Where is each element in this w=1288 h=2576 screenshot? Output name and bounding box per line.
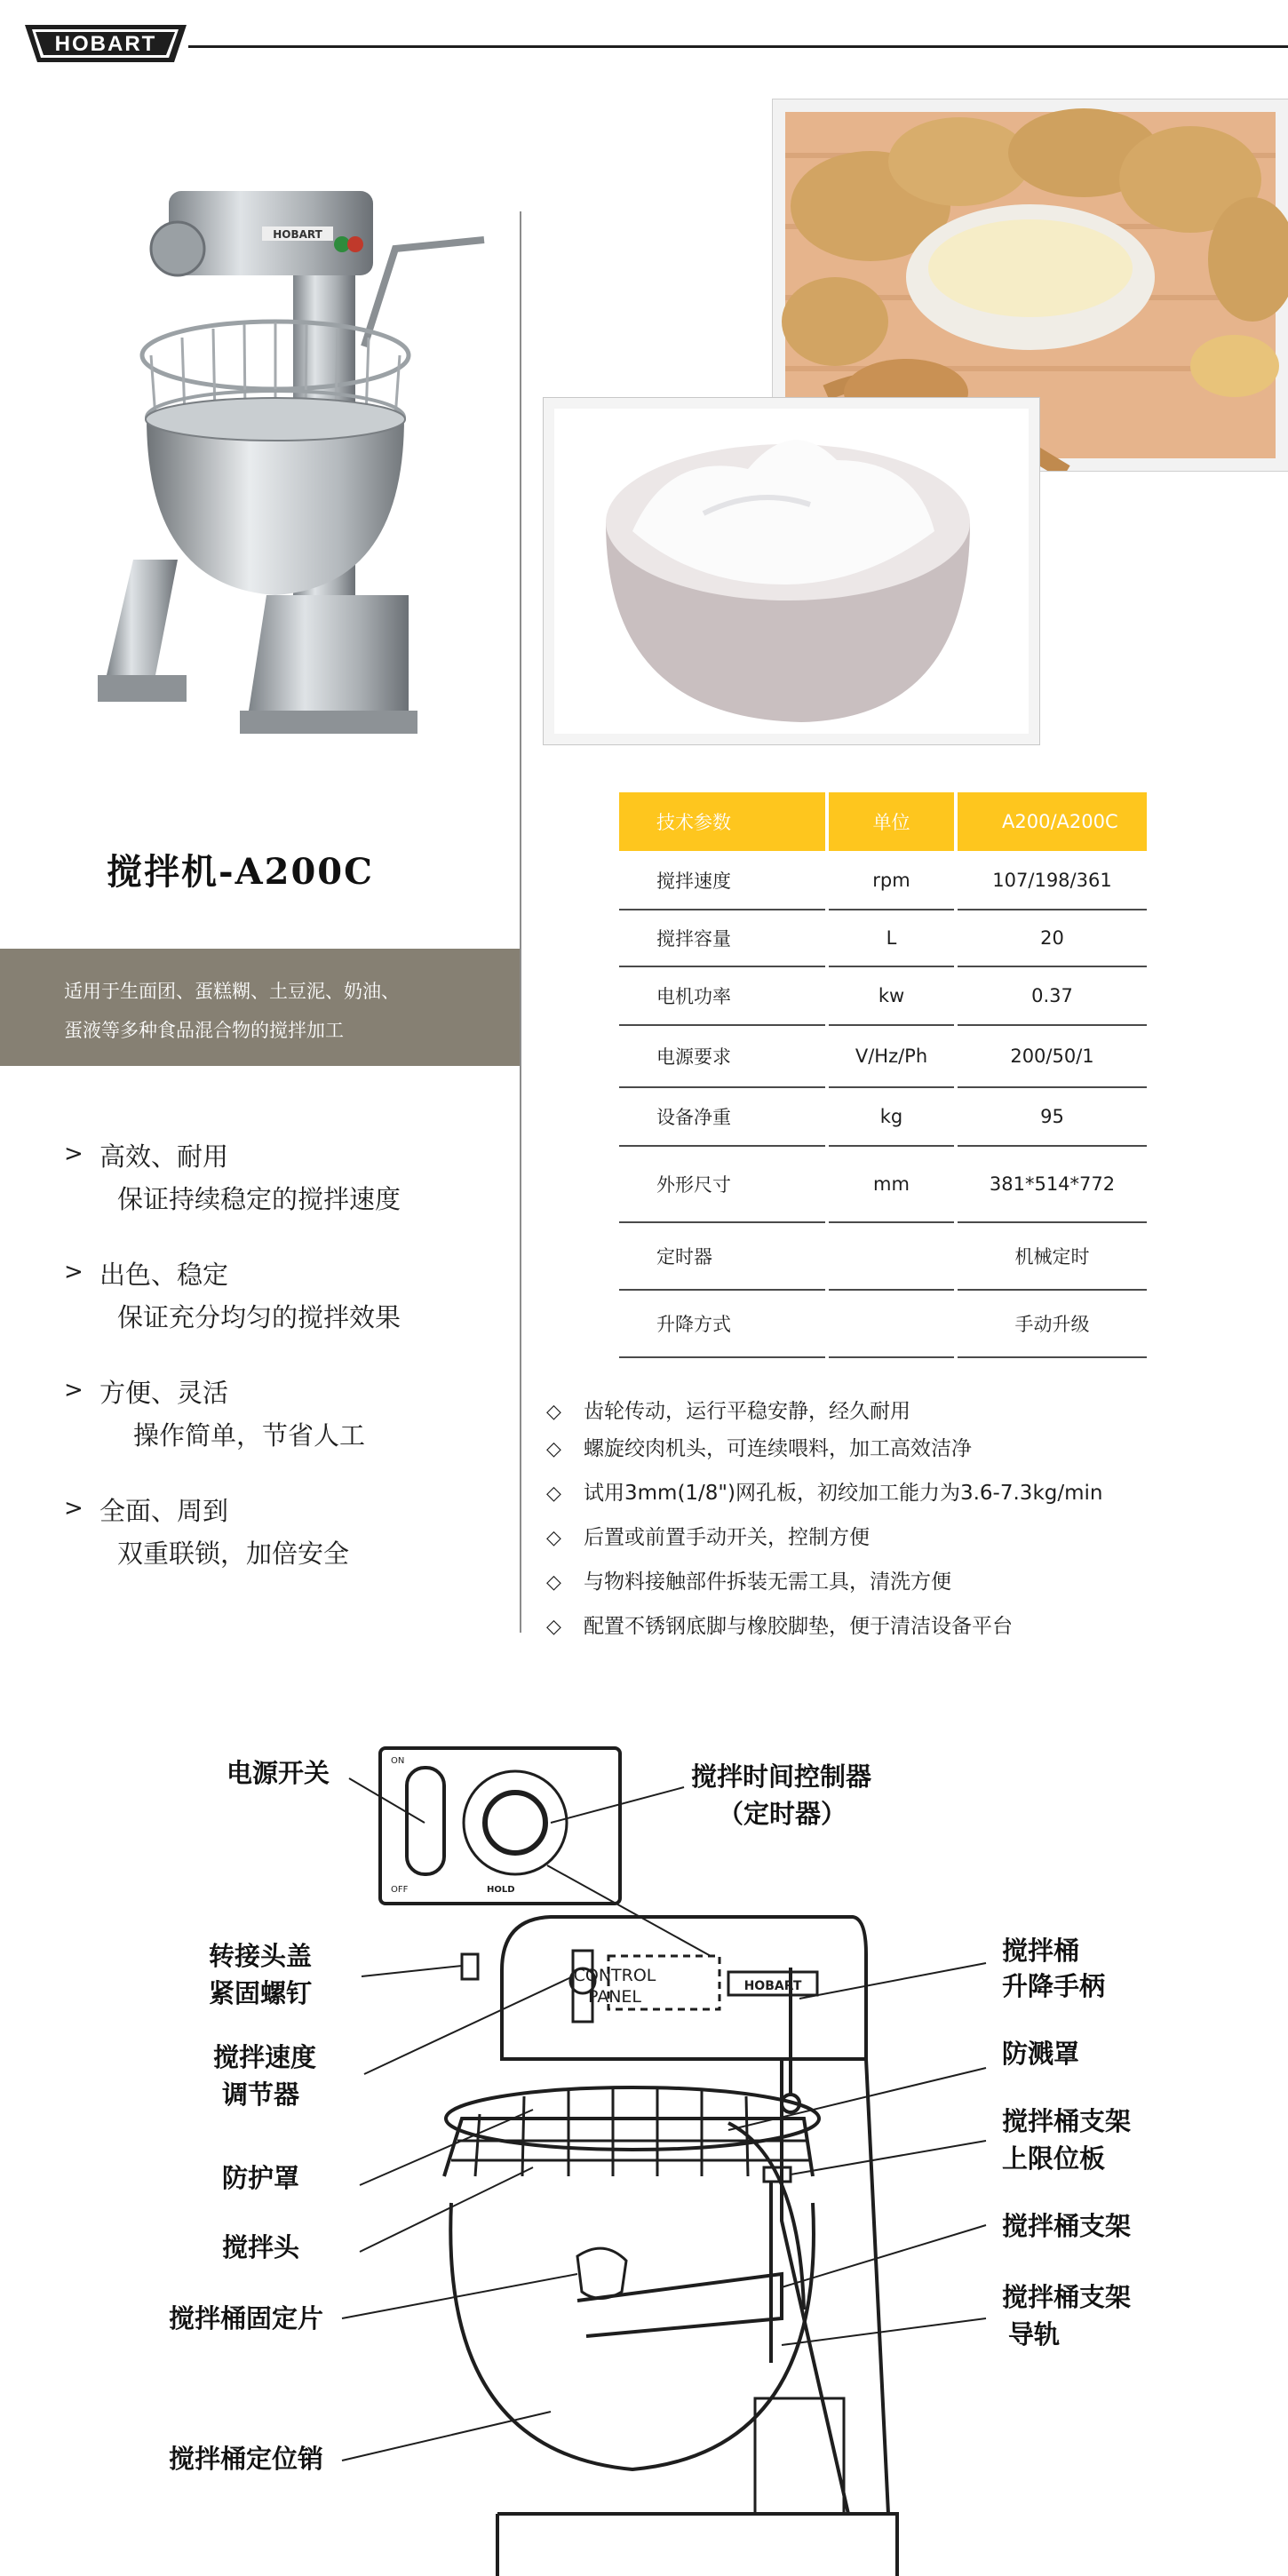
spec-row [619, 966, 1147, 1025]
spec-cell: 107/198/361 [956, 851, 1147, 910]
diamond-icon: ◇ [546, 1616, 561, 1638]
chevron-right-icon: > [64, 1495, 83, 1522]
callout-timer: 搅拌时间控制器 [691, 1761, 872, 1792]
bullet-item [546, 1565, 951, 1594]
feature-title: 高效、耐用 [99, 1141, 229, 1172]
bullet-item [546, 1432, 972, 1461]
bullet-item [546, 1395, 910, 1424]
bullet-item [546, 1610, 1013, 1639]
callout-timer: （定时器） [718, 1799, 847, 1829]
bullet-text: 配置不锈钢底脚与橡胶脚垫，便于清洁设备平台 [584, 1615, 1013, 1638]
diamond-icon: ◇ [546, 1483, 561, 1505]
spec-row [619, 1290, 1147, 1357]
spec-cell: 升降方式 [619, 1290, 827, 1357]
callout-bowl-support: 搅拌桶支架 [1002, 2211, 1132, 2241]
spec-cell [827, 1222, 956, 1290]
hobart-logo [23, 21, 188, 66]
spec-cell: rpm [827, 851, 956, 910]
spec-header-cell: 技术参数 [619, 792, 827, 851]
spec-row [619, 1146, 1147, 1222]
callout-upper-limit: 搅拌桶支架 [1002, 2106, 1132, 2136]
callout-power-switch: 电源开关 [227, 1758, 330, 1788]
spec-cell: 设备净重 [619, 1087, 827, 1146]
callout-support-rail: 导轨 [1008, 2319, 1061, 2349]
callout-guard: 防护罩 [222, 2163, 300, 2193]
spec-cell: L [827, 910, 956, 966]
callout-fixing-screw: 紧固螺钉 [209, 1978, 313, 2008]
feature-subtitle: 保证持续稳定的搅拌速度 [117, 1184, 402, 1214]
callout-support-rail: 搅拌桶支架 [1002, 2282, 1132, 2312]
callout-bowl-lift: 搅拌桶 [1002, 1936, 1080, 1966]
spec-cell: 外形尺寸 [619, 1146, 827, 1222]
chevron-right-icon: > [64, 1259, 83, 1285]
diamond-icon: ◇ [546, 1527, 561, 1549]
spec-table [619, 792, 1147, 1358]
spec-row [619, 851, 1147, 910]
spec-cell: 20 [956, 910, 1147, 966]
spec-row [619, 910, 1147, 966]
spec-cell: 手动升级 [956, 1290, 1147, 1357]
spec-cell: mm [827, 1146, 956, 1222]
spec-cell: 定时器 [619, 1222, 827, 1290]
parts-diagram [0, 1688, 1288, 2576]
panel-text: PANEL [587, 1987, 642, 2007]
feature-title: 全面、周到 [99, 1496, 229, 1526]
spec-row [619, 1025, 1147, 1087]
spec-cell: V/Hz/Ph [827, 1025, 956, 1087]
chevron-right-icon: > [64, 1141, 83, 1167]
svg-text:HOBART: HOBART [273, 228, 322, 241]
bullet-text: 后置或前置手动开关，控制方便 [584, 1526, 870, 1549]
feature-subtitle: 双重联锁，加倍安全 [117, 1538, 350, 1569]
application-line: 适用于生面团、蛋糕糊、土豆泥、奶油、 [64, 981, 400, 1002]
bullet-text: 齿轮传动，运行平稳安静，经久耐用 [584, 1400, 910, 1423]
spec-cell: kg [827, 1087, 956, 1146]
header-rule [188, 45, 1288, 48]
bullet-text: 螺旋绞肉机头，可连续喂料，加工高效洁净 [584, 1437, 972, 1460]
switch-label: ON [391, 1756, 405, 1766]
panel-text: CONTROL [573, 1966, 656, 1985]
spec-cell: kw [827, 966, 956, 1025]
spec-header-row [619, 792, 1147, 851]
application-line: 蛋液等多种食品混合物的搅拌加工 [64, 1020, 344, 1041]
whipped-cream-photo [544, 398, 1039, 744]
spec-cell: 搅拌容量 [619, 910, 827, 966]
callout-speed-adjuster: 搅拌速度 [213, 2042, 317, 2072]
switch-label: OFF [391, 1885, 409, 1895]
callout-splash-guard: 防溅罩 [1002, 2039, 1080, 2069]
bullet-text: 试用3mm(1/8")网孔板，初绞加工能力为3.6-7.3kg/min [584, 1482, 1103, 1505]
bullet-item [546, 1476, 1102, 1506]
product-title: 搅拌机-A200C [107, 851, 374, 893]
vertical-divider [520, 211, 521, 1633]
feature-subtitle: 保证充分均匀的搅拌效果 [117, 1302, 402, 1332]
callout-bowl-clamp: 搅拌桶固定片 [169, 2303, 324, 2334]
bullet-text: 与物料接触部件拆装无需工具，清洗方便 [584, 1570, 951, 1594]
feature-subtitle: 操作简单，节省人工 [133, 1420, 366, 1451]
spec-cell: 机械定时 [956, 1222, 1147, 1290]
diamond-icon: ◇ [546, 1571, 561, 1594]
callout-adapter-cover: 转接头盖 [209, 1941, 313, 1971]
callout-speed-adjuster: 调节器 [222, 2079, 300, 2110]
spec-cell: 搅拌速度 [619, 851, 827, 910]
diamond-icon: ◇ [546, 1438, 561, 1460]
mixer-photo [71, 178, 489, 746]
feature-title: 出色、稳定 [99, 1260, 229, 1290]
spec-cell: 95 [956, 1087, 1147, 1146]
spec-cell: 电源要求 [619, 1025, 827, 1087]
spec-cell: 电机功率 [619, 966, 827, 1025]
callout-upper-limit: 上限位板 [1002, 2143, 1106, 2174]
spec-row [619, 1087, 1147, 1146]
bullet-item [546, 1521, 870, 1550]
callout-bowl-pin: 搅拌桶定位销 [169, 2444, 324, 2474]
spec-cell: 0.37 [956, 966, 1147, 1025]
spec-row [619, 1222, 1147, 1290]
spec-header-cell: A200/A200C [956, 792, 1147, 851]
spec-cell: 381*514*772 [956, 1146, 1147, 1222]
callout-bowl-lift: 升降手柄 [1002, 1971, 1106, 2001]
feature-title: 方便、灵活 [99, 1378, 229, 1408]
timer-label: HOLD [487, 1885, 515, 1895]
callout-mixing-head: 搅拌头 [222, 2232, 300, 2262]
spec-header-cell: 单位 [827, 792, 956, 851]
spec-cell: 200/50/1 [956, 1025, 1147, 1087]
diamond-icon: ◇ [546, 1401, 561, 1423]
application-band [0, 949, 520, 1066]
svg-text:HOBART: HOBART [54, 32, 157, 56]
machine-brand: HOBART [743, 1979, 802, 1993]
chevron-right-icon: > [64, 1377, 83, 1403]
spec-cell [827, 1290, 956, 1357]
